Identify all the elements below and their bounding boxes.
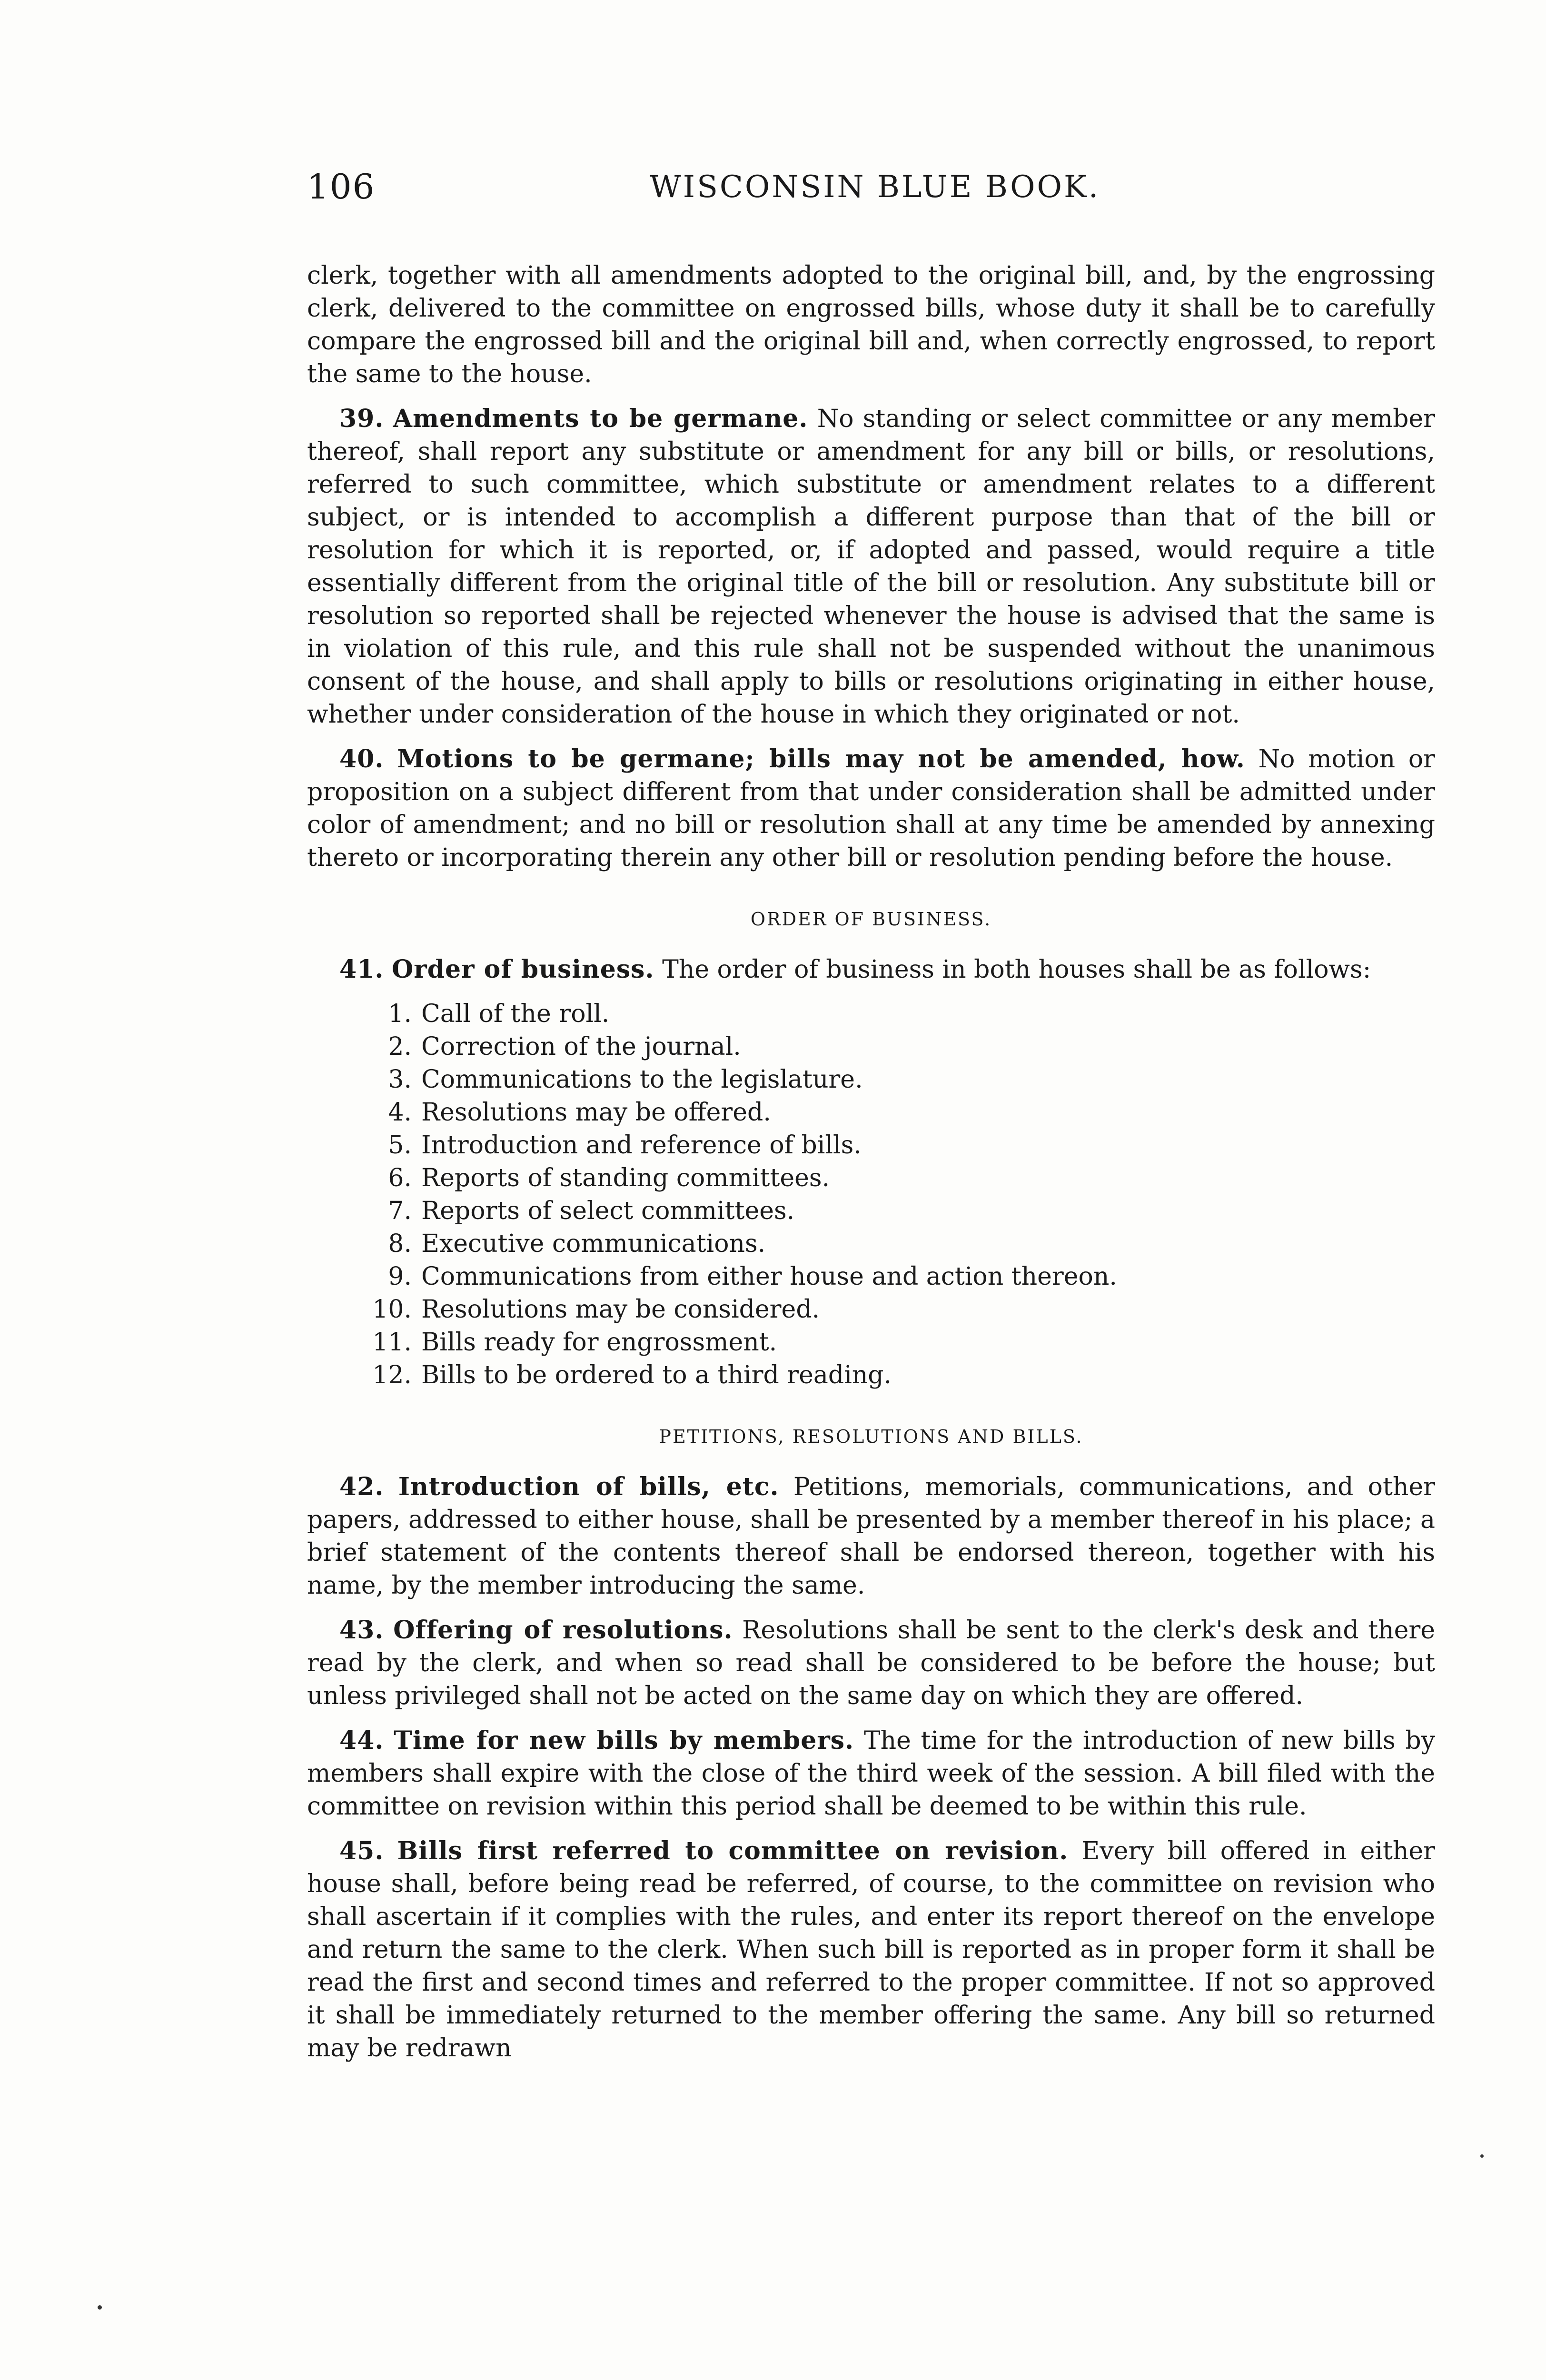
rule-39-number: 39. bbox=[339, 404, 384, 433]
rule-41-number: 41. bbox=[339, 955, 384, 984]
list-item-text: Call of the roll. bbox=[421, 1000, 610, 1028]
list-item-number: 5. bbox=[388, 1131, 412, 1160]
list-item-number: 2. bbox=[388, 1032, 412, 1061]
rule-39-text: No standing or select committee or any member thereof, shall report any substitute or amendment for any bill or bills, or resolutions, referred to such committee, which substitute or amendment relates to a different subject, or is intended to accomplish a different purpose than that of the bill or resolution for which it is reported, or, if adopted and passed, would require a title essentially different from the original title of the bill or resolution. Any substitute bill or resolution so reported shall be rejected whenever the house is advised that the same is in violation of this rule, and this rule shall not be suspended without the unanimous consent of the house, and shall apply to bills or resolutions originating in either house, whether under consideration of the house in which they originated or not. bbox=[307, 405, 1436, 729]
rule-44 bbox=[307, 1724, 1435, 1823]
list-item bbox=[307, 1326, 1435, 1359]
rule-41 bbox=[307, 953, 1435, 986]
list-item-number: 3. bbox=[388, 1065, 412, 1094]
list-item-number: 9. bbox=[388, 1262, 412, 1291]
list-item-number: 6. bbox=[388, 1164, 412, 1192]
list-item-text: Resolutions may be considered. bbox=[421, 1295, 820, 1324]
list-item bbox=[307, 1031, 1435, 1063]
list-item-text: Communications from either house and action thereon. bbox=[421, 1262, 1117, 1291]
rule-39 bbox=[307, 402, 1435, 731]
rule-45-text: Every bill offered in either house shall, before being read be referred, of course, to the committee on revision who shall ascertain if it complies with the rules, and enter its report thereof on the envelope and return the same to the clerk. When such bill is reported as in proper form it shall be read the first and second times and referred to the proper committee. If not so approved it shall be immediately returned to the member offering the same. Any bill so returned may be redrawn bbox=[307, 1837, 1436, 2063]
list-item-text: Communications to the legislature. bbox=[421, 1065, 863, 1094]
page-number: 106 bbox=[307, 167, 376, 207]
list-item-number: 10. bbox=[372, 1295, 412, 1324]
continuation-paragraph: clerk, together with all amendments adopted to the original bill, and, by the engrossing clerk, delivered to the committee on engrossed bills, whose duty it shall be to carefully compare the engrossed bill and the original bill and, when correctly engrossed, to report the same to the house. bbox=[307, 261, 1435, 388]
rule-44-title: Time for new bills by members. bbox=[394, 1726, 854, 1755]
list-item bbox=[307, 1063, 1435, 1096]
rule-44-text: The time for the introduction of new bills by members shall expire with the close of the third week of the session. A bill filed with the committee on revision within this period shall be deemed to be within this rule. bbox=[307, 1726, 1436, 1821]
list-item bbox=[307, 998, 1435, 1031]
order-of-business-list bbox=[307, 998, 1435, 1392]
rule-42-title: Introduction of bills, etc. bbox=[398, 1472, 779, 1501]
list-item-text: Executive communications. bbox=[421, 1230, 766, 1258]
list-item-text: Bills to be ordered to a third reading. bbox=[421, 1361, 892, 1389]
rule-45-number: 45. bbox=[339, 1836, 384, 1865]
rule-43 bbox=[307, 1614, 1435, 1713]
list-item-number: 1. bbox=[388, 1000, 412, 1028]
rule-40-title: Motions to be germane; bills may not be amended, how. bbox=[397, 744, 1245, 774]
rule-43-number: 43. bbox=[339, 1616, 384, 1645]
list-item-text: Introduction and reference of bills. bbox=[421, 1131, 862, 1160]
list-item bbox=[307, 1096, 1435, 1129]
rule-40 bbox=[307, 743, 1435, 874]
rule-42-text: Petitions, memorials, communications, and other papers, addressed to either house, shall be presented by a member thereof in his place; a brief statement of the contents thereof shall be endorsed thereon, together with his name, by the member introducing the same. bbox=[307, 1473, 1436, 1600]
list-item bbox=[307, 1228, 1435, 1260]
section-heading-order-of-business: ORDER OF BUSINESS. bbox=[750, 909, 992, 930]
page-body bbox=[307, 259, 1435, 2076]
rule-44-number: 44. bbox=[339, 1726, 384, 1755]
rule-45 bbox=[307, 1835, 1435, 2065]
section-heading-petitions: PETITIONS, RESOLUTIONS AND BILLS. bbox=[659, 1426, 1083, 1447]
rule-41-text: The order of business in both houses shall be as follows: bbox=[662, 955, 1371, 984]
scan-speck bbox=[98, 2305, 102, 2310]
rule-45-title: Bills first referred to committee on revision. bbox=[397, 1836, 1069, 1865]
list-item-text: Resolutions may be offered. bbox=[421, 1098, 771, 1127]
rule-40-text: No motion or proposition on a subject different from that under consideration shall be admitted under color of amendment; and no bill or resolution shall at any time be amended by annexing thereto or incorporating therein any other bill or resolution pending before the house. bbox=[307, 745, 1436, 872]
list-item-text: Reports of select committees. bbox=[421, 1197, 795, 1225]
page-header bbox=[307, 167, 1435, 214]
list-item bbox=[307, 1260, 1435, 1293]
list-item-number: 11. bbox=[372, 1328, 412, 1357]
list-item-number: 8. bbox=[388, 1230, 412, 1258]
list-item-number: 12. bbox=[372, 1361, 412, 1389]
rule-39-title: Amendments to be germane. bbox=[393, 404, 808, 433]
rule-41-title: Order of business. bbox=[392, 955, 654, 984]
list-item-number: 4. bbox=[388, 1098, 412, 1127]
rule-42-number: 42. bbox=[339, 1472, 384, 1501]
list-item bbox=[307, 1359, 1435, 1392]
rule-40-number: 40. bbox=[339, 744, 384, 774]
rule-43-title: Offering of resolutions. bbox=[393, 1616, 733, 1645]
list-item bbox=[307, 1293, 1435, 1326]
list-item-text: Reports of standing committees. bbox=[421, 1164, 830, 1192]
list-item-number: 7. bbox=[388, 1197, 412, 1225]
rule-43-text: Resolutions shall be sent to the clerk's desk and there read by the clerk, and when so read shall be considered to be before the house; but unless privileged shall not be acted on the same day on which they are offered. bbox=[307, 1616, 1436, 1710]
rule-42 bbox=[307, 1470, 1435, 1602]
list-item-text: Bills ready for engrossment. bbox=[421, 1328, 777, 1357]
running-title: WISCONSIN BLUE BOOK. bbox=[650, 169, 1100, 205]
scan-speck bbox=[1480, 2154, 1484, 2158]
list-item bbox=[307, 1195, 1435, 1228]
list-item bbox=[307, 1162, 1435, 1195]
list-item bbox=[307, 1129, 1435, 1162]
list-item-text: Correction of the journal. bbox=[421, 1032, 741, 1061]
